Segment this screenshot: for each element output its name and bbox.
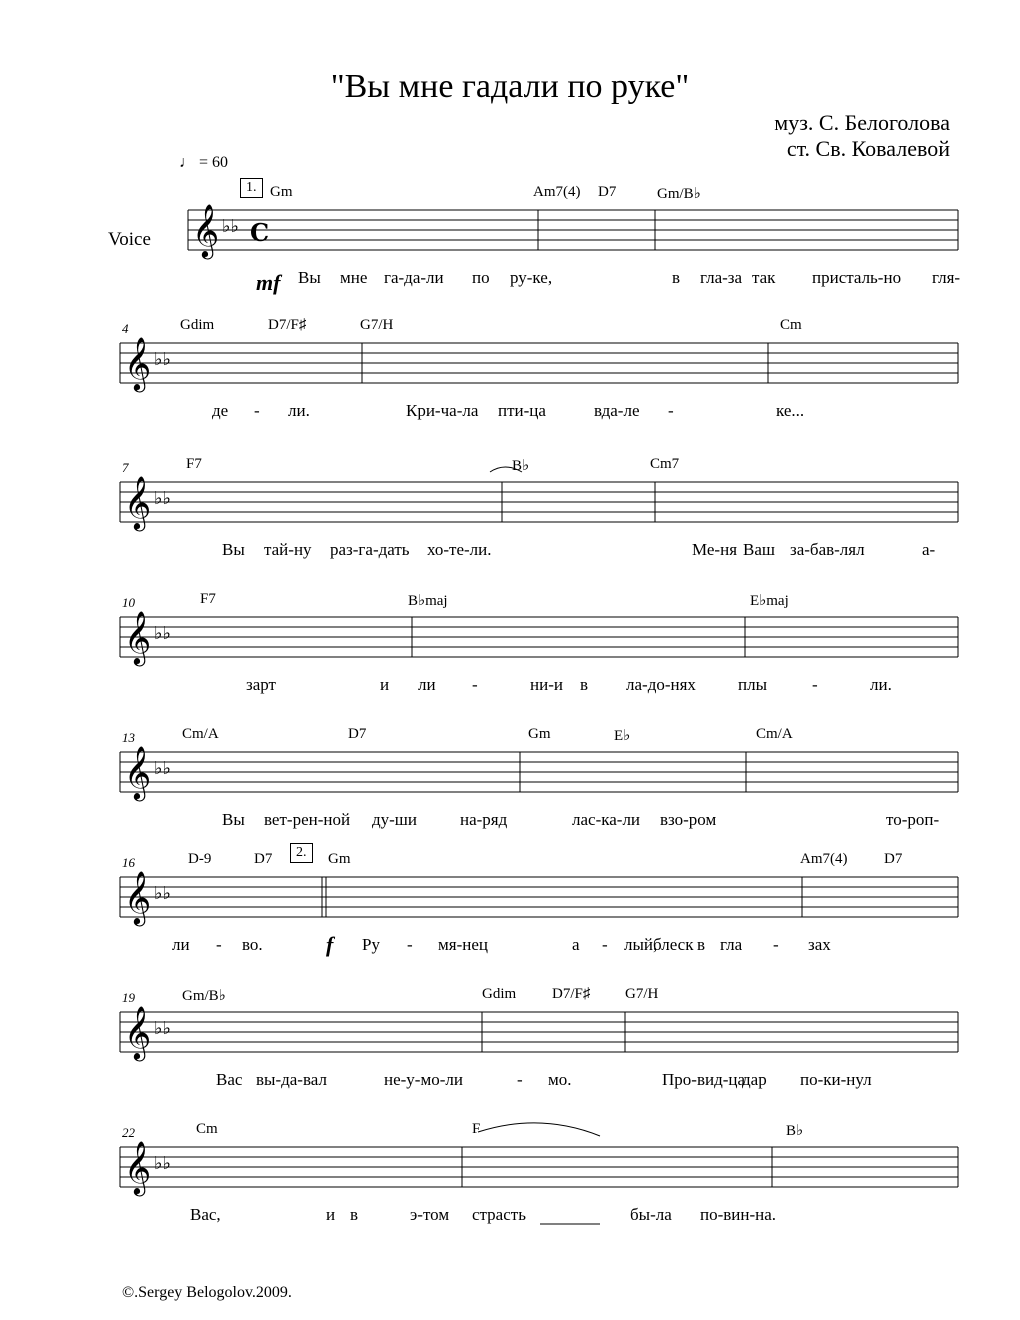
lyric-syllable: мо. [548, 1070, 572, 1089]
chord-symbol: F [472, 1121, 481, 1137]
treble-clef-icon: 𝄞 [124, 1140, 152, 1194]
lyric-syllable: ду-ши [372, 810, 417, 829]
lyric-syllable: по-вин-на. [700, 1205, 777, 1224]
lyric-syllable: э-том [410, 1205, 450, 1224]
lyric-syllable: и [380, 675, 390, 694]
measure-number: 10 [122, 595, 135, 610]
lyric-syllable: - [407, 935, 413, 954]
lyric-syllable: на-ряд [460, 810, 508, 829]
tempo-value: = 60 [199, 154, 229, 171]
chord-symbol: E♭ [614, 728, 631, 744]
chord-symbol: G7/H [625, 986, 659, 1002]
song-title: "Вы мне гадали по руке" [330, 68, 690, 105]
composer-credit: муз. С. Белоголова [774, 110, 950, 135]
chord-symbol: D7/F♯ [552, 986, 591, 1002]
lyric-syllable: - [668, 401, 674, 420]
lyric-syllable: зарт [246, 675, 276, 694]
lyric-syllable: по-ки-нул [800, 1070, 872, 1089]
lyric-syllable: так [752, 268, 776, 287]
lyric-syllable: пти-ца [498, 401, 546, 420]
chord-symbol: B♭ [512, 458, 530, 474]
lyric-syllable: ли [172, 935, 190, 954]
chord-symbol: D7 [598, 184, 617, 200]
lyric-syllable: га-да-ли [384, 268, 444, 287]
lyric-syllable: страсть [472, 1205, 526, 1224]
lyricist-credit: ст. Св. Ковалевой [786, 136, 950, 161]
lyric-syllable: блеск [653, 935, 694, 954]
dynamic-forte: f [326, 932, 334, 957]
lyric-syllable: ке... [776, 401, 805, 420]
lyric-syllable: а- [922, 540, 936, 559]
key-signature-flats-icon: ♭♭ [154, 349, 171, 370]
chord-symbol: D7 [884, 851, 903, 867]
lyric-syllable: в [350, 1205, 359, 1224]
key-signature-flats-icon: ♭♭ [154, 1018, 171, 1039]
lyric-syllable: во. [242, 935, 263, 954]
key-signature-flats-icon: ♭♭ [222, 216, 239, 237]
lyric-syllable: бы-ла [630, 1205, 672, 1224]
chord-symbol: D7 [254, 851, 273, 867]
lyric-syllable: ла-до-нях [626, 675, 696, 694]
chord-symbol: D-9 [188, 851, 212, 867]
dynamic-mezzo-forte: mf [256, 270, 281, 295]
lyric-syllable: Ме-ня [692, 540, 738, 559]
lyric-syllable: - [517, 1070, 523, 1089]
lyric-syllable: а [572, 935, 580, 954]
chord-symbol: Am7(4) [533, 184, 581, 200]
measure-number: 4 [122, 321, 129, 336]
lyric-syllable: зах [808, 935, 831, 954]
key-signature-flats-icon: ♭♭ [154, 758, 171, 779]
lyric-syllable: - [216, 935, 222, 954]
chord-symbol: G7/H [360, 317, 394, 333]
lyric-syllable: мя-нец [438, 935, 488, 954]
lyric-syllable: - [812, 675, 818, 694]
copyright-notice: ©.Sergey Belogolov.2009. [122, 1284, 292, 1301]
chord-symbol: Gm [328, 851, 351, 867]
lyric-syllable: взо-ром [660, 810, 717, 829]
slur [478, 1123, 600, 1136]
lyric-syllable: ру-ке, [510, 268, 553, 287]
lyric-syllable: раз-га-дать [330, 540, 410, 559]
chord-symbol: Cm7 [650, 456, 680, 472]
key-signature-flats-icon: ♭♭ [154, 623, 171, 644]
chord-symbol: Gm/B♭ [182, 988, 226, 1004]
instrument-label: Voice [108, 229, 151, 250]
treble-clef-icon: 𝄞 [124, 870, 152, 924]
lyric-syllable: дар [742, 1070, 767, 1089]
lyric-syllable: лый, [624, 935, 658, 954]
lyric-syllable: ли [418, 675, 436, 694]
chord-symbol: Gdim [482, 986, 517, 1002]
measure-number: 13 [122, 730, 135, 745]
lyric-syllable: по [472, 268, 490, 287]
chord-symbol: Cm/A [182, 726, 219, 742]
lyric-syllable: гля- [932, 268, 961, 287]
measure-number: 22 [122, 1125, 135, 1140]
chord-symbol: F7 [186, 456, 202, 472]
lyric-syllable: Вас, [190, 1205, 221, 1224]
chord-symbol: Gdim [180, 317, 215, 333]
lyric-syllable: ли. [870, 675, 892, 694]
lyric-syllable: - [472, 675, 478, 694]
lyric-syllable: хо-те-ли. [427, 540, 492, 559]
lyric-syllable: в [580, 675, 589, 694]
chord-symbol: D7 [348, 726, 367, 742]
lyric-syllable: вда-ле [594, 401, 640, 420]
volta-1-box: 1. [240, 178, 263, 198]
lyric-syllable: плы [738, 675, 768, 694]
lyric-syllable: - [602, 935, 608, 954]
lyric-syllable: Ру [362, 935, 380, 954]
key-signature-flats-icon: ♭♭ [154, 488, 171, 509]
treble-clef-icon: 𝄞 [192, 203, 220, 257]
chord-symbol: Cm/A [756, 726, 793, 742]
lyric-syllable: ли. [288, 401, 310, 420]
lyric-syllable: в [672, 268, 681, 287]
volta-2-box: 2. [290, 843, 313, 863]
lyric-syllable: в [697, 935, 706, 954]
chord-symbol: Cm [196, 1121, 218, 1137]
lyric-syllable: Вы [222, 810, 245, 829]
lyric-syllable: тай-ну [264, 540, 312, 559]
lyric-syllable: Вас [216, 1070, 243, 1089]
chord-symbol: D7/F♯ [268, 317, 307, 333]
lyric-syllable: присталь-но [812, 268, 902, 287]
chord-symbol: Am7(4) [800, 851, 848, 867]
lyric-syllable: и [326, 1205, 336, 1224]
quarter-note-icon: ♩ [179, 154, 195, 171]
treble-clef-icon: 𝄞 [124, 1005, 152, 1059]
lyric-syllable: - [254, 401, 260, 420]
measure-number: 16 [122, 855, 135, 870]
lyric-syllable: лас-ка-ли [572, 810, 641, 829]
key-signature-flats-icon: ♭♭ [154, 1153, 171, 1174]
chord-symbol: Gm [270, 184, 293, 200]
chord-symbol: B♭maj [408, 593, 448, 609]
lyric-syllable: гла [720, 935, 743, 954]
lyric-syllable: Кри-ча-ла [406, 401, 479, 420]
lyric-syllable: мне [340, 268, 368, 287]
lyric-syllable: гла-за [700, 268, 743, 287]
treble-clef-icon: 𝄞 [124, 475, 152, 529]
treble-clef-icon: 𝄞 [124, 610, 152, 664]
chord-symbol: Cm [780, 317, 802, 333]
key-signature-flats-icon: ♭♭ [154, 883, 171, 904]
lyric-syllable: Ваш [743, 540, 775, 559]
lyric-syllable: де [212, 401, 229, 420]
chord-symbol: B♭ [786, 1123, 804, 1139]
lyric-syllable: Вы [298, 268, 321, 287]
lyric-syllable: не-у-мо-ли [384, 1070, 463, 1089]
lyric-syllable: вы-да-вал [256, 1070, 327, 1089]
measure-number: 7 [122, 460, 129, 475]
lyric-syllable: Вы [222, 540, 245, 559]
lyric-syllable: ни-и [530, 675, 563, 694]
chord-symbol: Gm [528, 726, 551, 742]
chord-symbol: F7 [200, 591, 216, 607]
lyric-syllable: то-роп- [886, 810, 940, 829]
lyric-syllable: Про-вид-ца [662, 1070, 746, 1089]
measure-number: 19 [122, 990, 135, 1005]
chord-symbol: E♭maj [750, 593, 789, 609]
chord-symbol: Gm/B♭ [657, 186, 701, 202]
time-signature-common-icon: C [250, 218, 270, 247]
treble-clef-icon: 𝄞 [124, 745, 152, 799]
lyric-syllable: за-бав-лял [790, 540, 865, 559]
lyric-syllable: вет-рен-ной [264, 810, 351, 829]
treble-clef-icon: 𝄞 [124, 336, 152, 390]
lyric-syllable: - [773, 935, 779, 954]
